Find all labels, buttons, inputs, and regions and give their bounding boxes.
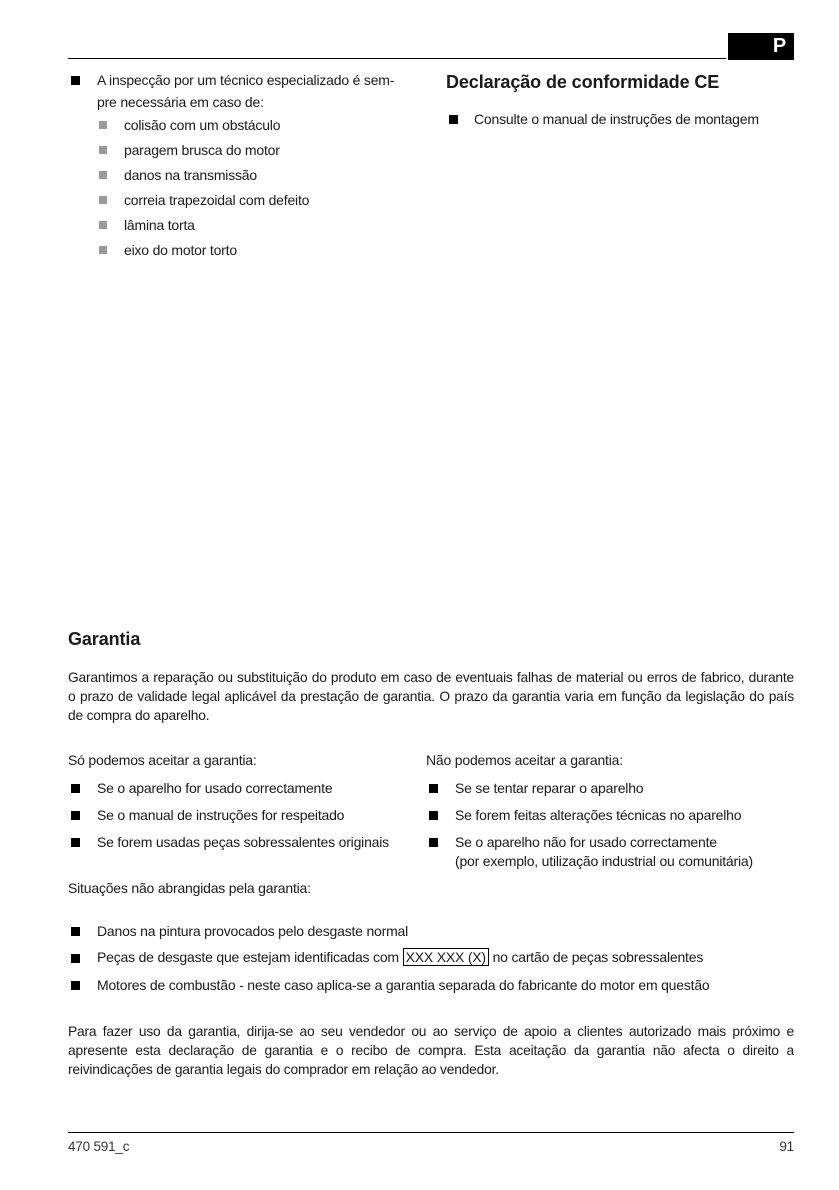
footer-rule — [68, 1132, 794, 1133]
inspection-intro-line1: A inspecção por um técnico especializado é sem- — [97, 72, 395, 88]
excluded-item — [97, 949, 703, 966]
sub-bullet-icon — [99, 221, 107, 229]
bullet-icon — [449, 115, 458, 124]
inspection-intro-line2: pre necessária em caso de: — [97, 94, 264, 110]
inspection-item: correia trapezoidal com defeito — [124, 192, 310, 208]
accept-item: Se o aparelho for usado correctamente — [97, 780, 333, 796]
reject-item: Se forem feitas alterações técnicas no aparelho — [455, 807, 742, 823]
excluded-item: Motores de combustão - neste caso aplica-se a garantia separada do fabricante do motor em questão — [97, 977, 710, 993]
reject-item-continuation: (por exemplo, utilização industrial ou comunitária) — [455, 853, 753, 869]
warranty-closing: Para fazer uso da garantia, dirija-se ao seu vendedor ou ao serviço de apoio a clientes autorizado mais próximo e apresente esta declaração de garantia e o recibo de compra. Esta aceitação da garantia não afecta o direito a reivindicações de garantia legais do comprador em relação ao vendedor. — [68, 1024, 794, 1077]
bullet-icon — [71, 838, 80, 847]
doc-number: 470 591_c — [68, 1139, 130, 1154]
language-tab: P — [728, 33, 794, 60]
bullet-icon — [71, 954, 80, 963]
part-code-box: XXX XXX (X) — [403, 948, 489, 966]
bullet-icon — [71, 811, 80, 820]
reject-item: Se o aparelho não for usado correctamente — [455, 834, 717, 850]
excluded-item-text: Peças de desgaste que estejam identificadas com — [97, 949, 399, 965]
bullet-icon — [429, 784, 438, 793]
bullet-icon — [71, 784, 80, 793]
excluded-item: Danos na pintura provocados pelo desgaste normal — [97, 923, 409, 939]
reject-item: Se se tentar reparar o aparelho — [455, 780, 644, 796]
ce-item: Consulte o manual de instruções de montagem — [474, 111, 759, 127]
inspection-item: eixo do motor torto — [124, 242, 237, 258]
inspection-item: paragem brusca do motor — [124, 142, 280, 158]
reject-heading: Não podemos aceitar a garantia: — [426, 752, 623, 768]
bullet-icon — [429, 811, 438, 820]
bullet-icon — [71, 927, 80, 936]
excluded-item-text: no cartão de peças sobressalentes — [492, 949, 704, 965]
ce-heading: Declaração de conformidade CE — [446, 72, 720, 92]
excluded-heading: Situações não abrangidas pela garantia: — [68, 880, 311, 896]
accept-item: Se forem usadas peças sobressalentes originais — [97, 834, 389, 850]
sub-bullet-icon — [99, 146, 107, 154]
inspection-item: lâmina torta — [124, 217, 195, 233]
sub-bullet-icon — [99, 196, 107, 204]
bullet-icon — [71, 76, 80, 85]
accept-heading: Só podemos aceitar a garantia: — [68, 752, 257, 768]
page-number: 91 — [779, 1139, 794, 1154]
bullet-icon — [429, 838, 438, 847]
inspection-item: colisão com um obstáculo — [124, 117, 281, 133]
warranty-heading: Garantia — [68, 629, 141, 649]
warranty-intro: Garantimos a reparação ou substituição do produto em caso de eventuais falhas de material ou erros de fabrico, durante o prazo de validade legal aplicável da prestação de garantia. O prazo da garantia varia em função da legislação do país de compra do aparelho. — [68, 670, 794, 723]
bullet-icon — [71, 981, 80, 990]
header-rule — [68, 58, 726, 59]
sub-bullet-icon — [99, 246, 107, 254]
sub-bullet-icon — [99, 121, 107, 129]
accept-item: Se o manual de instruções for respeitado — [97, 807, 345, 823]
sub-bullet-icon — [99, 171, 107, 179]
inspection-item: danos na transmissão — [124, 167, 257, 183]
